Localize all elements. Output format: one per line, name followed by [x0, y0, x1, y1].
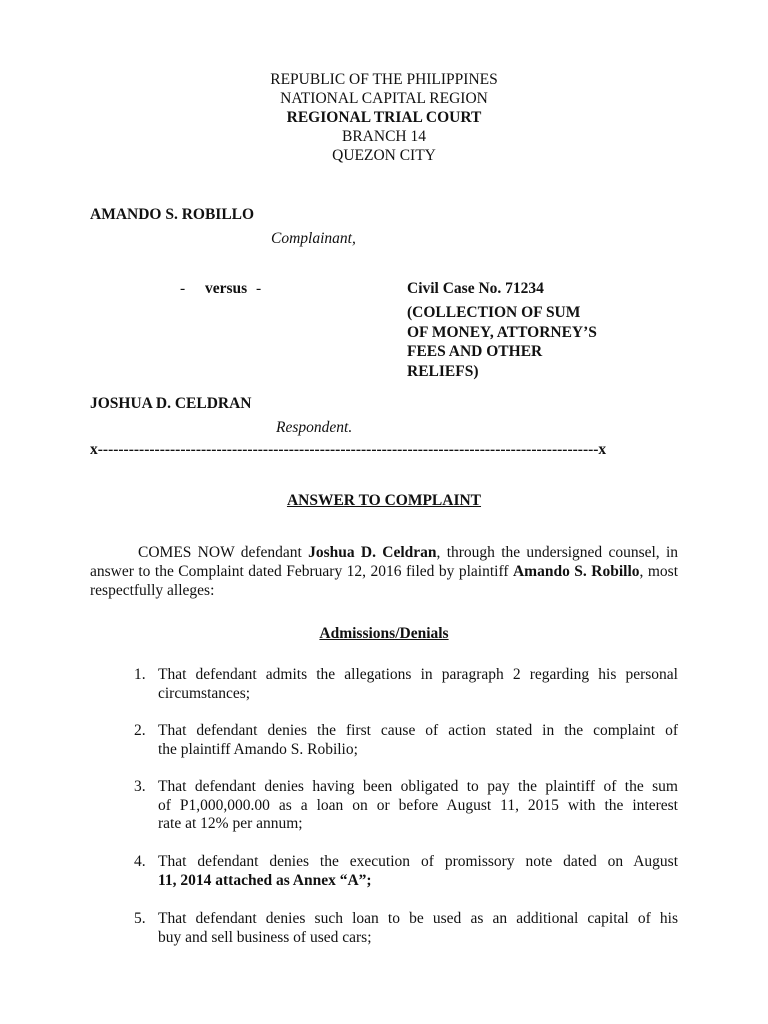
item-line: 11, 2014 attached as Annex “A”; — [158, 871, 372, 889]
case-nature-line: (COLLECTION OF SUM — [407, 304, 581, 321]
case-number: Civil Case No. 71234 — [407, 280, 544, 297]
plaintiff-name: Amando S. Robillo — [512, 563, 640, 580]
intro-text-3: , most respectfully alleges: — [90, 563, 679, 599]
case-nature-line: FEES AND OTHER — [407, 343, 543, 360]
header-branch: BRANCH 14 — [342, 128, 426, 145]
court-header — [0, 70, 768, 165]
item-line: That defendant denies the execution of promissory note dated on August — [158, 853, 678, 870]
item-number: 2. — [134, 722, 146, 739]
complainant-role: Complainant, — [271, 230, 356, 247]
item-line: of P1,000,000.00 as a loan on or before August 11, 2015 with the interest — [158, 796, 678, 814]
document-title: ANSWER TO COMPLAINT — [286, 492, 482, 509]
case-nature-line: OF MONEY, ATTORNEY’S — [407, 323, 597, 341]
caption-separator: x-------------------------------------------------------------------------------------------------x — [90, 441, 607, 458]
respondent-role: Respondent. — [276, 419, 353, 436]
item-line: That defendant admits the allegations in paragraph 2 regarding his personal — [158, 666, 678, 683]
complainant-name: AMANDO S. ROBILLO — [90, 206, 255, 223]
case-nature — [407, 303, 597, 381]
list-item — [134, 778, 678, 834]
intro-text-1: COMES NOW defendant — [138, 544, 309, 561]
case-nature-line: RELIEFS) — [407, 362, 479, 380]
item-line: That defendant denies the first cause of action stated in the complaint of — [158, 722, 678, 739]
item-line: That defendant denies such loan to be used as an additional capital of his — [158, 910, 678, 927]
intro-text-2: , through the undersigned counsel, in answer to the Complaint dated February 12, 2016 filed by plaintiff — [90, 544, 679, 580]
item-number: 3. — [134, 778, 146, 795]
item-line: circumstances; — [158, 684, 251, 702]
item-line: the plaintiff Amando S. Robilio; — [158, 740, 358, 758]
item-line: rate at 12% per annum; — [158, 815, 303, 832]
item-number: 1. — [134, 666, 146, 683]
versus-dash: - — [180, 280, 186, 297]
versus-word: versus — [205, 280, 248, 297]
section-title: Admissions/Denials — [319, 625, 449, 642]
header-republic: REPUBLIC OF THE PHILIPPINES — [270, 71, 498, 88]
list-item — [134, 666, 678, 703]
item-number: 5. — [134, 910, 146, 927]
header-city: QUEZON CITY — [332, 147, 436, 164]
item-line: That defendant denies having been obligated to pay the plaintiff of the sum — [158, 778, 678, 795]
respondent-name: JOSHUA D. CELDRAN — [90, 395, 252, 412]
intro-paragraph — [90, 543, 678, 600]
item-number: 4. — [134, 853, 146, 870]
header-region: NATIONAL CAPITAL REGION — [280, 90, 488, 107]
defendant-name: Joshua D. Celdran — [308, 544, 437, 561]
item-line: buy and sell business of used cars; — [158, 928, 372, 946]
header-court: REGIONAL TRIAL COURT — [286, 109, 482, 126]
list-item — [134, 910, 678, 947]
list-item — [134, 722, 678, 759]
list-item — [134, 853, 678, 890]
versus-trail: - — [256, 280, 262, 297]
